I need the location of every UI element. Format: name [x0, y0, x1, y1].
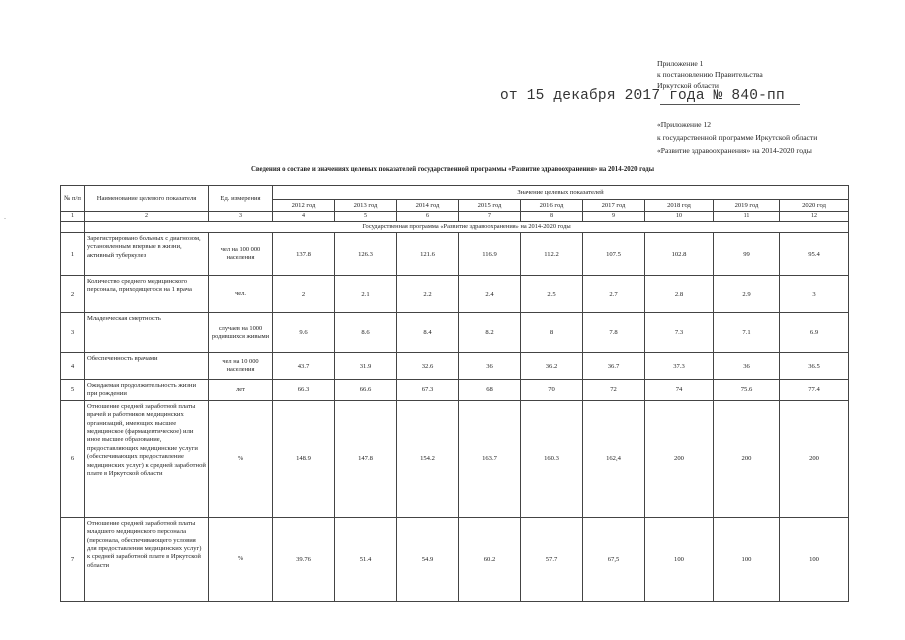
header-year-6: 2017 год [583, 200, 645, 212]
indicator-value: 200 [645, 400, 714, 517]
indicator-name: Отношение средней заработной платы врачей и работников медицинских организаций, имеющих высшее медицинское (фармацевтическое) или иное высшее образование, предоставляющих медицинские услуги (обеспечивающих предоставление медицинских услуг) к средней заработной плате в Иркутской области [85, 400, 209, 517]
header-year-5: 2016 год [521, 200, 583, 212]
indicator-value: 66.3 [273, 380, 335, 401]
indicators-table [60, 185, 849, 602]
indicator-value: 2.2 [397, 276, 459, 313]
column-number-10: 10 [645, 212, 714, 222]
table-row [61, 400, 849, 517]
indicator-value: 36.7 [583, 353, 645, 380]
row-number: 1 [61, 233, 85, 276]
indicator-value: 31.9 [335, 353, 397, 380]
indicator-value: 116.9 [459, 233, 521, 276]
indicator-value: 102.8 [645, 233, 714, 276]
header-year-4: 2015 год [459, 200, 521, 212]
row-number: 5 [61, 380, 85, 401]
indicator-unit: чел на 10 000 населения [209, 353, 273, 380]
indicator-value: 72 [583, 380, 645, 401]
table-row [61, 517, 849, 601]
indicator-value: 137.8 [273, 233, 335, 276]
indicator-value: 200 [714, 400, 780, 517]
indicator-value: 163.7 [459, 400, 521, 517]
indicator-unit: случаев на 1000 родившихся живыми [209, 313, 273, 353]
column-number-9: 9 [583, 212, 645, 222]
stamp-underline [660, 104, 800, 105]
indicator-value: 8 [521, 313, 583, 353]
indicator-value: 74 [645, 380, 714, 401]
indicator-value: 2.1 [335, 276, 397, 313]
indicator-value: 57.7 [521, 517, 583, 601]
indicator-value: 99 [714, 233, 780, 276]
indicator-value: 100 [645, 517, 714, 601]
appendix-line-3: «Развитие здравоохранения» на 2014-2020 годы [657, 146, 812, 155]
column-number-5: 5 [335, 212, 397, 222]
indicator-value: 75.6 [714, 380, 780, 401]
header-number: № п/п [61, 186, 85, 212]
row-number: 3 [61, 313, 85, 353]
column-number-12: 12 [780, 212, 849, 222]
header-row-1 [61, 186, 849, 200]
indicator-value: 2.4 [459, 276, 521, 313]
program-row [61, 222, 849, 233]
decree-line-1: Приложение 1 [657, 59, 704, 68]
indicator-unit: чел на 100 000 населения [209, 233, 273, 276]
indicator-value: 37.3 [645, 353, 714, 380]
indicator-value: 148.9 [273, 400, 335, 517]
column-number-6: 6 [397, 212, 459, 222]
column-number-2: 2 [85, 212, 209, 222]
indicator-name: Младенческая смертность [85, 313, 209, 353]
indicator-value: 200 [780, 400, 849, 517]
indicator-value: 3 [780, 276, 849, 313]
indicator-unit: чел. [209, 276, 273, 313]
column-number-4: 4 [273, 212, 335, 222]
indicator-name: Зарегистрировано больных с диагнозом, установленным впервые в жизни, активный туберкулез [85, 233, 209, 276]
indicator-value: 66.6 [335, 380, 397, 401]
indicator-value: 112.2 [521, 233, 583, 276]
row-number: 4 [61, 353, 85, 380]
header-year-7: 2018 год [645, 200, 714, 212]
indicator-value: 162,4 [583, 400, 645, 517]
indicator-value: 36.5 [780, 353, 849, 380]
indicator-value: 77.4 [780, 380, 849, 401]
indicator-value: 8.6 [335, 313, 397, 353]
indicator-value: 67,5 [583, 517, 645, 601]
program-title: Государственная программа «Развитие здравоохранения» на 2014-2020 годы [85, 222, 849, 233]
indicator-value: 36.2 [521, 353, 583, 380]
header-year-2: 2013 год [335, 200, 397, 212]
indicator-value: 54.9 [397, 517, 459, 601]
header-indicator-name: Наименование целевого показателя [85, 186, 209, 212]
indicator-value: 67.3 [397, 380, 459, 401]
indicator-value: 147.8 [335, 400, 397, 517]
indicator-value: 2.9 [714, 276, 780, 313]
column-number-3: 3 [209, 212, 273, 222]
column-number-8: 8 [521, 212, 583, 222]
indicator-value: 32.6 [397, 353, 459, 380]
indicator-value: 7.1 [714, 313, 780, 353]
header-year-8: 2019 год [714, 200, 780, 212]
indicator-value: 121.6 [397, 233, 459, 276]
column-number-1: 1 [61, 212, 85, 222]
indicator-value: 60.2 [459, 517, 521, 601]
column-number-11: 11 [714, 212, 780, 222]
indicator-value: 6.9 [780, 313, 849, 353]
indicator-value: 36 [459, 353, 521, 380]
indicator-value: 100 [714, 517, 780, 601]
margin-mark: - [4, 216, 6, 222]
indicator-unit: % [209, 517, 273, 601]
indicator-value: 68 [459, 380, 521, 401]
indicator-unit: % [209, 400, 273, 517]
table-body [61, 186, 849, 602]
header-year-9: 2020 год [780, 200, 849, 212]
appendix-reference [657, 118, 817, 157]
indicator-name: Обеспеченность врачами [85, 353, 209, 380]
appendix-line-1: «Приложение 12 [657, 120, 712, 129]
appendix-line-2: к государственной программе Иркутской области [657, 133, 818, 142]
indicator-value: 9.6 [273, 313, 335, 353]
decree-line-2: к постановлению Правительства [657, 70, 763, 79]
indicator-value: 107.5 [583, 233, 645, 276]
column-number-7: 7 [459, 212, 521, 222]
column-numbering-row [61, 212, 849, 222]
table-row [61, 233, 849, 276]
indicator-name: Ожидаемая продолжительность жизни при рождении [85, 380, 209, 401]
indicator-value: 2.8 [645, 276, 714, 313]
indicator-value: 43.7 [273, 353, 335, 380]
row-number: 6 [61, 400, 85, 517]
indicator-value: 2.5 [521, 276, 583, 313]
indicator-value: 2 [273, 276, 335, 313]
indicator-value: 160.3 [521, 400, 583, 517]
indicator-value: 100 [780, 517, 849, 601]
indicator-value: 8.4 [397, 313, 459, 353]
indicator-value: 70 [521, 380, 583, 401]
header-values: Значение целевых показателей [273, 186, 849, 200]
table-row [61, 353, 849, 380]
indicator-value: 154.2 [397, 400, 459, 517]
indicator-value: 36 [714, 353, 780, 380]
table-row [61, 380, 849, 401]
header-year-3: 2014 год [397, 200, 459, 212]
decree-date-stamp: от 15 декабря 2017 года № 840-пп [500, 88, 785, 104]
header-year-1: 2012 год [273, 200, 335, 212]
program-row-spacer [61, 222, 85, 233]
indicator-value: 39.76 [273, 517, 335, 601]
indicator-unit: лет [209, 380, 273, 401]
indicator-value: 2.7 [583, 276, 645, 313]
indicator-value: 7.8 [583, 313, 645, 353]
indicator-value: 51.4 [335, 517, 397, 601]
indicator-value: 95.4 [780, 233, 849, 276]
header-unit: Ед. измерения [209, 186, 273, 212]
indicator-name: Отношение средней заработной платы младшего медицинского персонала (персонала, обеспечивающего условия для предоставления медицинских услуг) к средней заработной плате в Иркутской области [85, 517, 209, 601]
indicator-value: 126.3 [335, 233, 397, 276]
decree-line-3: Иркутской области [657, 81, 719, 90]
table-row [61, 276, 849, 313]
indicator-name: Количество среднего медицинского персонала, приходящегося на 1 врача [85, 276, 209, 313]
table-row [61, 313, 849, 353]
row-number: 2 [61, 276, 85, 313]
indicator-value: 8.2 [459, 313, 521, 353]
document-title: Сведения о составе и значениях целевых показателей государственной программы «Развитие здравоохранения» на 2014-2020 годы [250, 166, 655, 173]
decree-reference [657, 58, 763, 91]
indicator-value: 7.3 [645, 313, 714, 353]
row-number: 7 [61, 517, 85, 601]
